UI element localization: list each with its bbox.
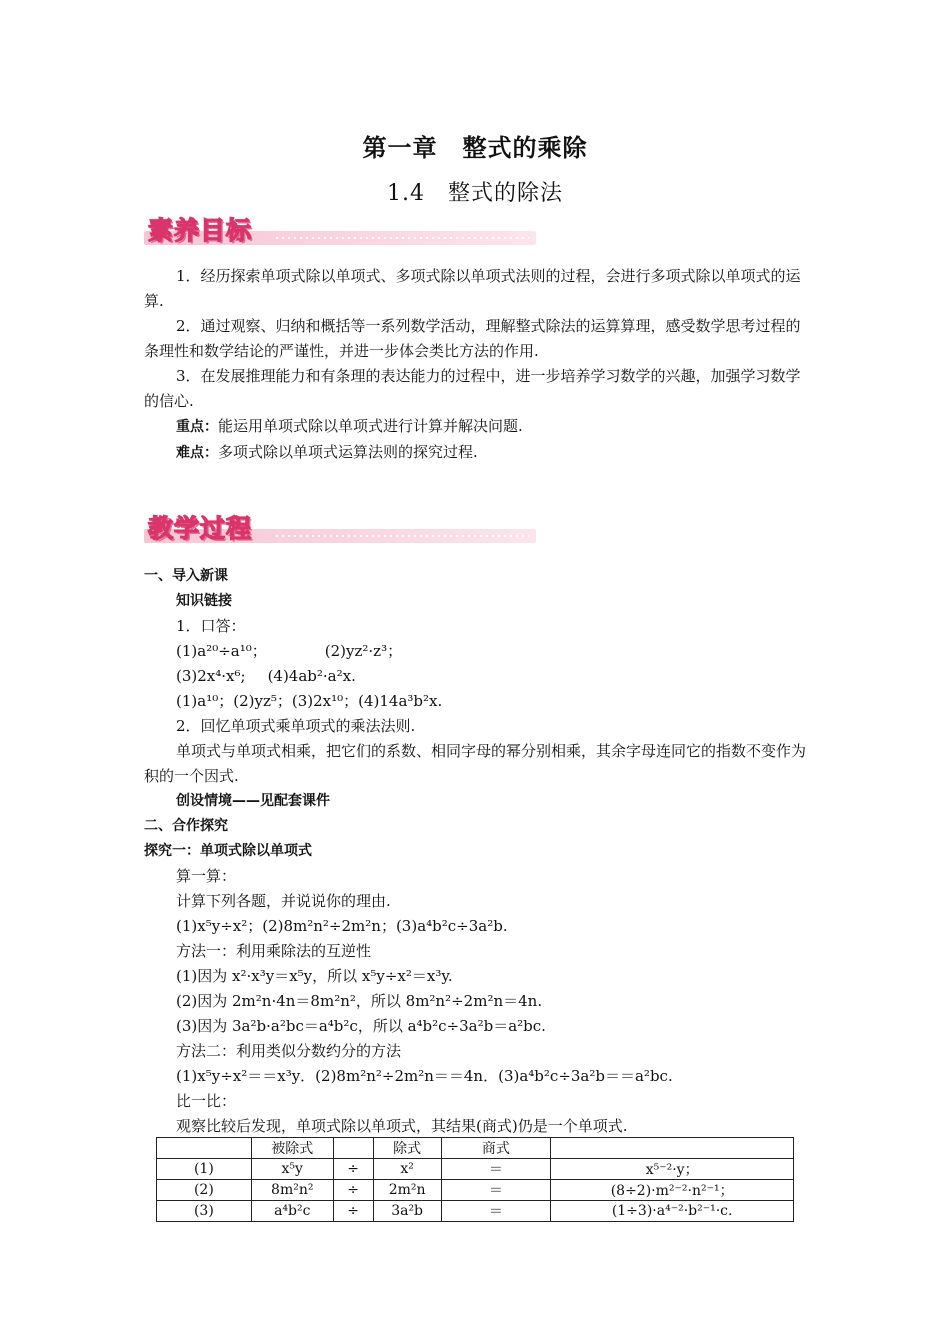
question-1-a: (1)a²⁰÷a¹⁰；: [176, 642, 267, 660]
heading-explore: 二、合作探究: [144, 818, 228, 834]
table-header: [333, 1138, 373, 1159]
question-1-b: (2)yz²·z³；: [324, 642, 403, 660]
table-cell: ＝: [441, 1180, 551, 1201]
table-cell: ÷: [333, 1180, 373, 1201]
table-header: 除式: [373, 1138, 441, 1159]
question-1-d: (4)4ab²·a²x.: [267, 667, 356, 685]
goals-banner-label: 素养目标: [148, 216, 253, 245]
table-row: [157, 1159, 794, 1180]
method-1-line-1: (1)因为 x²·x³y＝x⁵y，所以 x⁵y÷x²＝x³y.: [176, 967, 453, 985]
question-1-answer: (1)a¹⁰；(2)yz⁵；(3)2x¹⁰；(4)14a³b²x.: [176, 692, 443, 710]
calc-label: 算一算：: [176, 867, 237, 885]
difficult-point-text: 多项式除以单项式运算法则的探究过程.: [218, 443, 478, 461]
table-cell: (2): [157, 1180, 252, 1201]
goals-banner: [144, 211, 544, 251]
question-1-row-2: [144, 664, 808, 689]
key-point-text: 能运用单项式除以单项式进行计算并解决问题.: [218, 417, 523, 435]
table-header: [551, 1138, 794, 1159]
table-row: [157, 1201, 794, 1222]
table-cell: a⁴b²c: [251, 1201, 333, 1222]
chapter-title: 第一章 整式的乘除: [362, 134, 588, 162]
method-1-line-2: (2)因为 2m²n·4n＝8m²n²，所以 8m²n²÷2m²n＝4n.: [176, 992, 543, 1010]
table-header: [157, 1138, 252, 1159]
table-cell: (3): [157, 1201, 252, 1222]
method-2-title: 方法二：利用类似分数约分的方法: [176, 1042, 402, 1060]
key-point: [144, 414, 808, 440]
division-table: [156, 1137, 794, 1222]
process-section: [144, 564, 808, 1139]
knowledge-link: 知识链接: [176, 593, 232, 609]
table-header-row: [157, 1138, 794, 1159]
task-text: 计算下列各题，并说说你的理由.: [176, 892, 391, 910]
process-banner-label: 教学过程: [148, 514, 253, 543]
multiplication-rule: 单项式与单项式相乘，把它们的系数、相同字母的幂分别相乘，其余字母连同它的指数不变作为积的一个因式.: [144, 742, 807, 785]
heading-intro: 一、导入新课: [144, 568, 228, 584]
method-1-line-3: (3)因为 3a²b·a²bc＝a⁴b²c，所以 a⁴b²c÷3a²b＝a²bc.: [176, 1017, 546, 1035]
table-cell: (1): [157, 1159, 252, 1180]
question-1: 1．口答：: [176, 617, 246, 635]
method-1-title: 方法一：利用乘除法的互逆性: [176, 942, 372, 960]
explore-1-title: 探究一：单项式除以单项式: [144, 843, 312, 859]
table-row: [157, 1180, 794, 1201]
table-cell: ＝: [441, 1201, 551, 1222]
table-cell: (8÷2)·m²⁻²·n²⁻¹；: [551, 1180, 794, 1201]
key-point-label: 重点：: [176, 419, 218, 435]
section-title: 1.4 整式的除法: [387, 181, 563, 206]
table-cell: ÷: [333, 1201, 373, 1222]
observation: 观察比较后发现，单项式除以单项式，其结果(商式)仍是一个单项式.: [176, 1117, 628, 1135]
table-cell: 3a²b: [373, 1201, 441, 1222]
table-cell: (1÷3)·a⁴⁻²·b²⁻¹·c.: [551, 1201, 794, 1222]
goal-item-1: 1．经历探索单项式除以单项式、多项式除以单项式法则的过程，会进行多项式除以单项式的运算.: [144, 267, 801, 310]
compare-label: 比一比：: [176, 1092, 237, 1110]
table-cell: ÷: [333, 1159, 373, 1180]
table-cell: ＝: [441, 1159, 551, 1180]
table-cell: x⁵⁻²·y；: [551, 1159, 794, 1180]
table-cell: 8m²n²: [251, 1180, 333, 1201]
scene-note: 创设情境——见配套课件: [176, 793, 330, 809]
difficult-point: [144, 440, 808, 466]
table-cell: x⁵y: [251, 1159, 333, 1180]
table-header: 商式: [441, 1138, 551, 1159]
process-banner: [144, 509, 544, 549]
question-1-row-1: [144, 639, 808, 664]
table-header: 被除式: [251, 1138, 333, 1159]
goal-item-3: 3．在发展推理能力和有条理的表达能力的过程中，进一步培养学习数学的兴趣，加强学习数学的信心.: [144, 367, 801, 410]
problems: (1)x⁵y÷x²；(2)8m²n²÷2m²n；(3)a⁴b²c÷3a²b.: [176, 917, 508, 935]
table-cell: x²: [373, 1159, 441, 1180]
question-1-c: (3)2x⁴·x⁶;: [176, 667, 246, 685]
question-2: 2．回忆单项式乘单项式的乘法法则.: [176, 717, 416, 735]
difficult-point-label: 难点：: [176, 445, 218, 461]
goals-section: [144, 264, 808, 466]
method-2-line: (1)x⁵y÷x²＝＝x³y．(2)8m²n²÷2m²n＝＝4n．(3)a⁴b²c÷3a²b＝＝a²bc.: [176, 1067, 673, 1085]
banner-dots: [274, 237, 529, 239]
goal-item-2: 2．通过观察、归纳和概括等一系列数学活动，理解整式除法的运算算理，感受数学思考过程的条理性和数学结论的严谨性，并进一步体会类比方法的作用.: [144, 317, 801, 360]
banner-dots: [274, 535, 529, 537]
table-cell: 2m²n: [373, 1180, 441, 1201]
